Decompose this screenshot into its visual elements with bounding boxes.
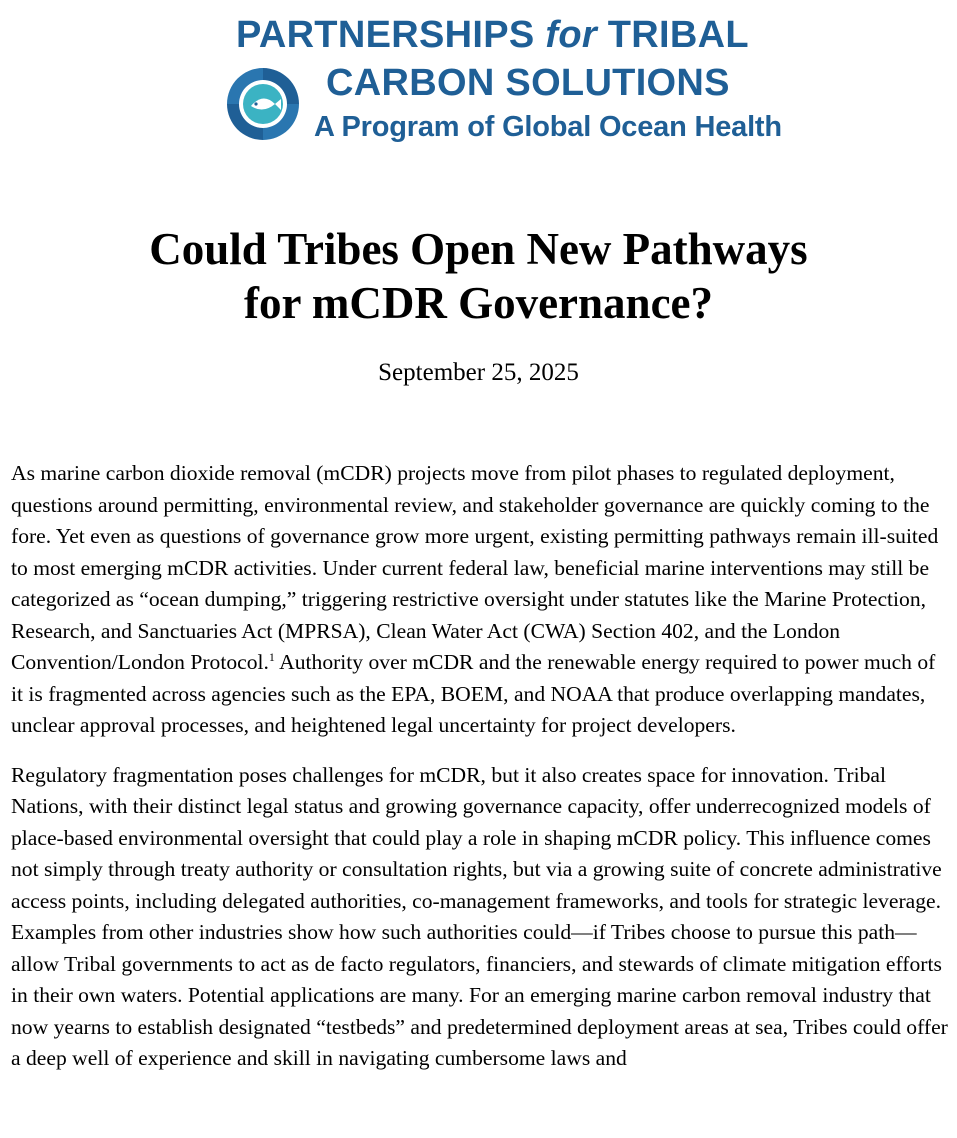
brand-line-1: PARTNERSHIPS for TRIBAL [236,14,749,56]
article-body [11,458,951,1093]
brand-tagline: A Program of Global Ocean Health [314,111,782,143]
title-line-1: Could Tribes Open New Pathways [149,224,808,274]
swirl-fish-icon [223,64,303,144]
brand-line-2: CARBON SOLUTIONS [326,62,730,104]
paragraph-1: As marine carbon dioxide removal (mCDR) projects move from pilot phases to regulated deployment, questions around permitting, environmental review, and stakeholder governance are quickly coming to the fore. Yet even as questions of governance grow more urgent, existing permitting pathways remain ill-suited to most emerging mCDR activities. Under current federal law, beneficial marine interventions may still be categorized as “ocean dumping,” triggering restrictive oversight under statutes like the Marine Protection, Research, and Sanctuaries Act (MPRSA), Clean Water Act (CWA) Section 402, and the London Convention/London Protocol.$^1$ Authority over mCDR and the renewable energy required to power much of it is fragmented across agencies such as the EPA, BOEM, and NOAA that produce overlapping mandates, unclear approval processes, and heightened legal uncertainty for project developers. [11,461,939,737]
title-line-2: for mCDR Governance? [243,278,714,328]
paragraph-2: Regulatory fragmentation poses challenges for mCDR, but it also creates space for innovation. Tribal Nations, with their distinct legal status and growing governance capacity, offer underrecognized models of place-based environmental oversight that could play a role in shaping mCDR policy. This influence comes not simply through treaty authority or consultation rights, but via a growing suite of concrete administrative access points, including delegated authorities, co-management frameworks, and tools for strategic leverage. Examples from other industries show how such authorities could—if Tribes choose to pursue this path— allow Tribal governments to act as de facto regulators, financiers, and stewards of climate mitigation efforts in their own waters. Potential applications are many. For an emerging marine carbon removal industry that now yearns to establish designated “testbeds” and predetermined deployment areas at sea, Tribes could offer a deep well of experience and skill in navigating cumbersome laws and [11,762,948,1070]
header-logo-block [0,0,957,160]
footnote-ref-1[interactable]: 1 [268,649,275,664]
document-title [0,222,957,330]
publish-date: September 25, 2025 [378,359,579,386]
